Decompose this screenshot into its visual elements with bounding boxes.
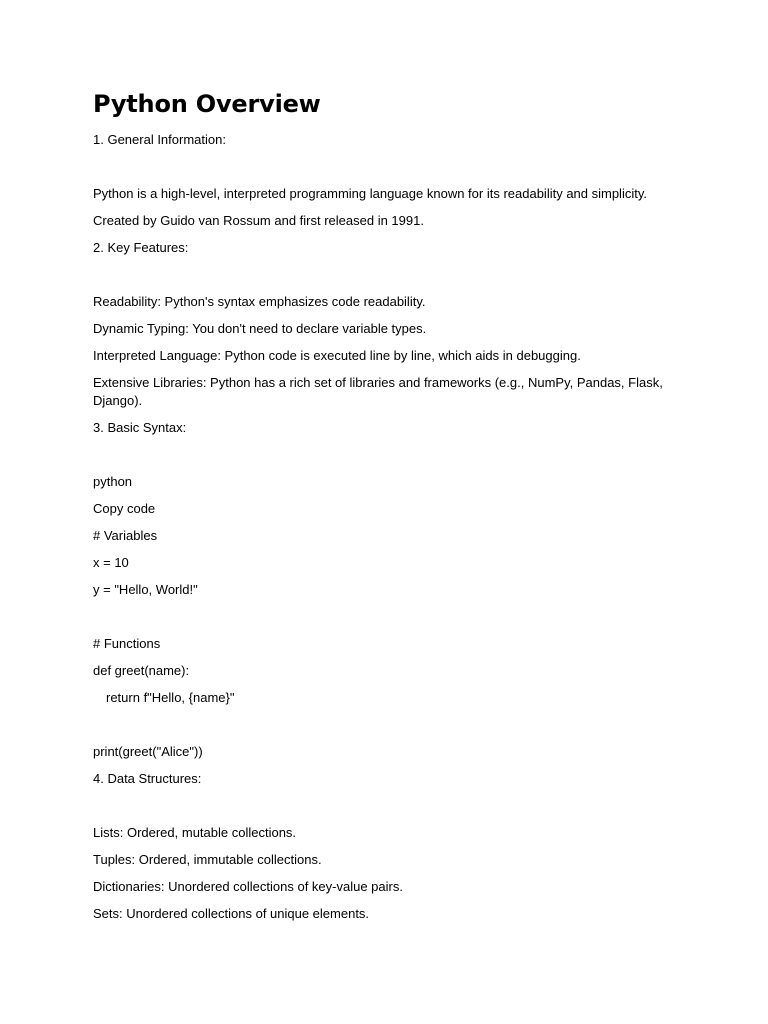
- document-page: [93, 86, 673, 932]
- code-line: def greet(name):: [93, 663, 190, 678]
- code-line: # Functions: [93, 636, 161, 651]
- blank-line: [93, 266, 673, 284]
- paragraph-line: Interpreted Language: Python code is executed line by line, which aids in debugging.: [93, 348, 581, 363]
- paragraph-line: Extensive Libraries: Python has a rich set of libraries and frameworks (e.g., NumPy, Pandas, Flask, Django).: [93, 375, 667, 408]
- paragraph-line: Tuples: Ordered, immutable collections.: [93, 852, 322, 867]
- paragraph-line: Created by Guido van Rossum and first released in 1991.: [93, 213, 424, 228]
- blank-line: [93, 608, 673, 626]
- blank-line: [93, 797, 673, 815]
- section-heading-features: 2. Key Features:: [93, 240, 189, 255]
- blank-line: [93, 158, 673, 176]
- paragraph-line: Dictionaries: Unordered collections of key-value pairs.: [93, 879, 403, 894]
- code-line: x = 10: [93, 555, 129, 570]
- paragraph-line: Python is a high-level, interpreted programming language known for its readability and simplicity.: [93, 186, 647, 201]
- paragraph-line: Lists: Ordered, mutable collections.: [93, 825, 297, 840]
- code-line: print(greet("Alice")): [93, 744, 203, 759]
- paragraph-line: Sets: Unordered collections of unique elements.: [93, 906, 370, 921]
- copy-code-label: Copy code: [93, 501, 156, 516]
- blank-line: [93, 716, 673, 734]
- paragraph-line: Readability: Python's syntax emphasizes code readability.: [93, 294, 426, 309]
- paragraph-line: Dynamic Typing: You don't need to declare variable types.: [93, 321, 427, 336]
- code-language-label: python: [93, 474, 133, 489]
- document-title: Python Overview: [93, 90, 321, 118]
- code-line: # Variables: [93, 528, 158, 543]
- section-heading-general: 1. General Information:: [93, 132, 226, 147]
- blank-line: [93, 446, 673, 464]
- section-heading-syntax: 3. Basic Syntax:: [93, 420, 187, 435]
- code-line: return f"Hello, {name}": [106, 690, 235, 705]
- code-line: y = "Hello, World!": [93, 582, 198, 597]
- section-heading-data-structures: 4. Data Structures:: [93, 771, 202, 786]
